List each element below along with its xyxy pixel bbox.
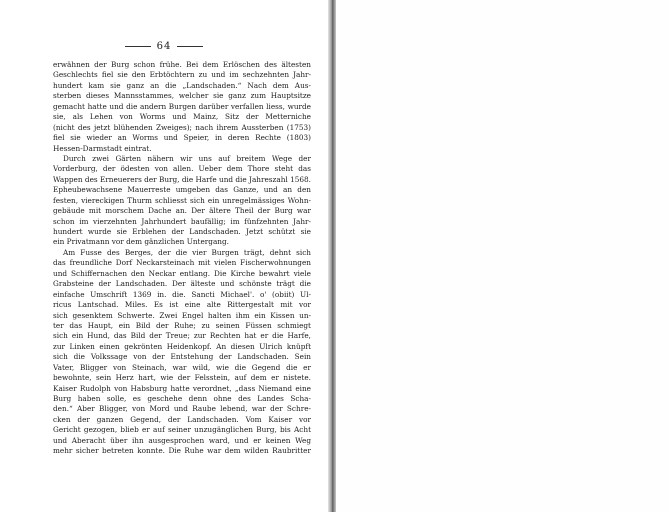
text-line: mehr sicher betreten konnte. Die Ruhe war dem wilden Raubritter <box>53 446 311 456</box>
text-line: festen, viereckigen Thurm schliesst sich ein unregelmässiges Wohn- <box>53 195 311 205</box>
page-number-header <box>0 41 328 52</box>
text-line: gebäude mit morschem Dache an. Der ältere Theil der Burg war <box>53 206 311 216</box>
text-line: sich ein Hund, das Bild der Treue; zur Rechten hat er die Harfe, <box>53 331 311 341</box>
text-line: ricus Lantschad. Miles. Es ist eine alte Rittergestalt mit vor <box>53 300 311 310</box>
text-line: erwähnen der Burg schon frühe. Bei dem Erlöschen des ältesten <box>53 60 311 69</box>
text-line: ter das Haupt, ein Bild der Ruhe; zu seinen Füssen schmiegt <box>53 320 311 330</box>
text-line: das freundliche Dorf Neckarsteinach mit vielen Fischerwohnungen <box>53 258 311 268</box>
text-line: Vorderburg, der ödesten von allen. Ueber dem Thore steht das <box>53 164 311 174</box>
text-line: hundert wurde sie Erblehen der Landschaden. Jetzt schützt sie <box>53 227 311 236</box>
text-line: zur Linken einen gekrönten Heidenkopf. An diesen Ulrich knüpft <box>53 341 311 351</box>
text-line: Geschlechts fiel sie den Erbtöchtern zu und im sechzehnten Jahr- <box>53 70 311 80</box>
text-line: gemacht hatte und die andern Burgen darüber verfallen liess, wurde <box>53 101 311 111</box>
text-line: Burg haben solle, es geschehe denn ohne des Landes Scha- <box>53 394 311 403</box>
text-line: (nicht des jetzt blühenden Zweiges); nach ihrem Aussterben (1753) <box>53 122 311 132</box>
text-line: Kaiser Rudolph von Habsburg hatte verordnet, „dass Niemand eine <box>53 383 311 393</box>
text-line: sich die Volkssage von der Entstehung der Landschaden. Sein <box>53 352 311 362</box>
body-text <box>53 60 311 457</box>
left-page <box>0 0 328 512</box>
page-number: 64 <box>156 41 172 52</box>
text-line: Am Fusse des Berges, der die vier Burgen trägt, dehnt sich <box>63 247 311 257</box>
text-line: und Schiffernachen den Neckar entlang. Die Kirche bewahrt viele <box>53 268 311 278</box>
text-line: Grabsteine der Landschaden. Der älteste und schönste trägt die <box>53 279 311 289</box>
text-line: schon im vierzehnten Jahrhundert baufällig; im fünfzehnten Jahr- <box>53 216 311 226</box>
text-line: fiel sie wieder an Worms und Speier, in deren Rechte (1803) <box>53 133 311 143</box>
text-line: sich gesenktem Schwerte. Zwei Engel halten ihm ein Kissen un- <box>53 310 311 320</box>
text-line: Wappen des Erneuerers der Burg, die Harfe und die Jahreszahl 1568. <box>53 174 311 184</box>
text-line: bewohnte, sein Herz hart, wie der Felsstein, auf dem er nistete. <box>53 373 311 383</box>
text-line: ein Privatmann vor dem gänzlichen Untergang. <box>53 237 230 247</box>
text-line: Epheubewachsene Mauerreste umgeben das Ganze, und an den <box>53 185 311 195</box>
dash-right <box>177 46 203 47</box>
text-line: sterben dieses Mannsstammes, welcher sie ganz zum Hauptsitze <box>53 91 311 101</box>
book-gutter <box>328 0 336 512</box>
text-line: cken der ganzen Gegend, der Landschaden. Vom Kaiser vor <box>53 414 311 424</box>
text-line: einfache Umschrift 1369 in. die. Sancti Michael'. o' (obiit) Ul- <box>53 289 311 299</box>
text-line: Vater, Bligger von Steinach, war wild, wie die Gegend die er <box>53 362 311 372</box>
text-line: Hessen-Darmstadt eintrat. <box>53 143 152 153</box>
right-page-blank <box>336 0 670 512</box>
text-line: Gericht gezogen, blieb er auf seiner unzugänglichen Burg, bis Acht <box>53 425 311 435</box>
text-line: hundert kam sie ganz an die „Landschaden.“ Nach dem Aus- <box>53 80 311 90</box>
text-line: und Aberacht über ihn ausgesprochen ward, und er keinen Weg <box>53 435 311 445</box>
text-line: den.“ Aber Bligger, von Mord und Raube lebend, war der Schre- <box>53 404 311 414</box>
text-line: Durch zwei Gärten nähern wir uns auf breitem Wege der <box>63 153 311 163</box>
dash-left <box>125 46 151 47</box>
text-line: sie, als Lehen von Worms und Mainz, Sitz der Metterniche <box>53 112 311 122</box>
